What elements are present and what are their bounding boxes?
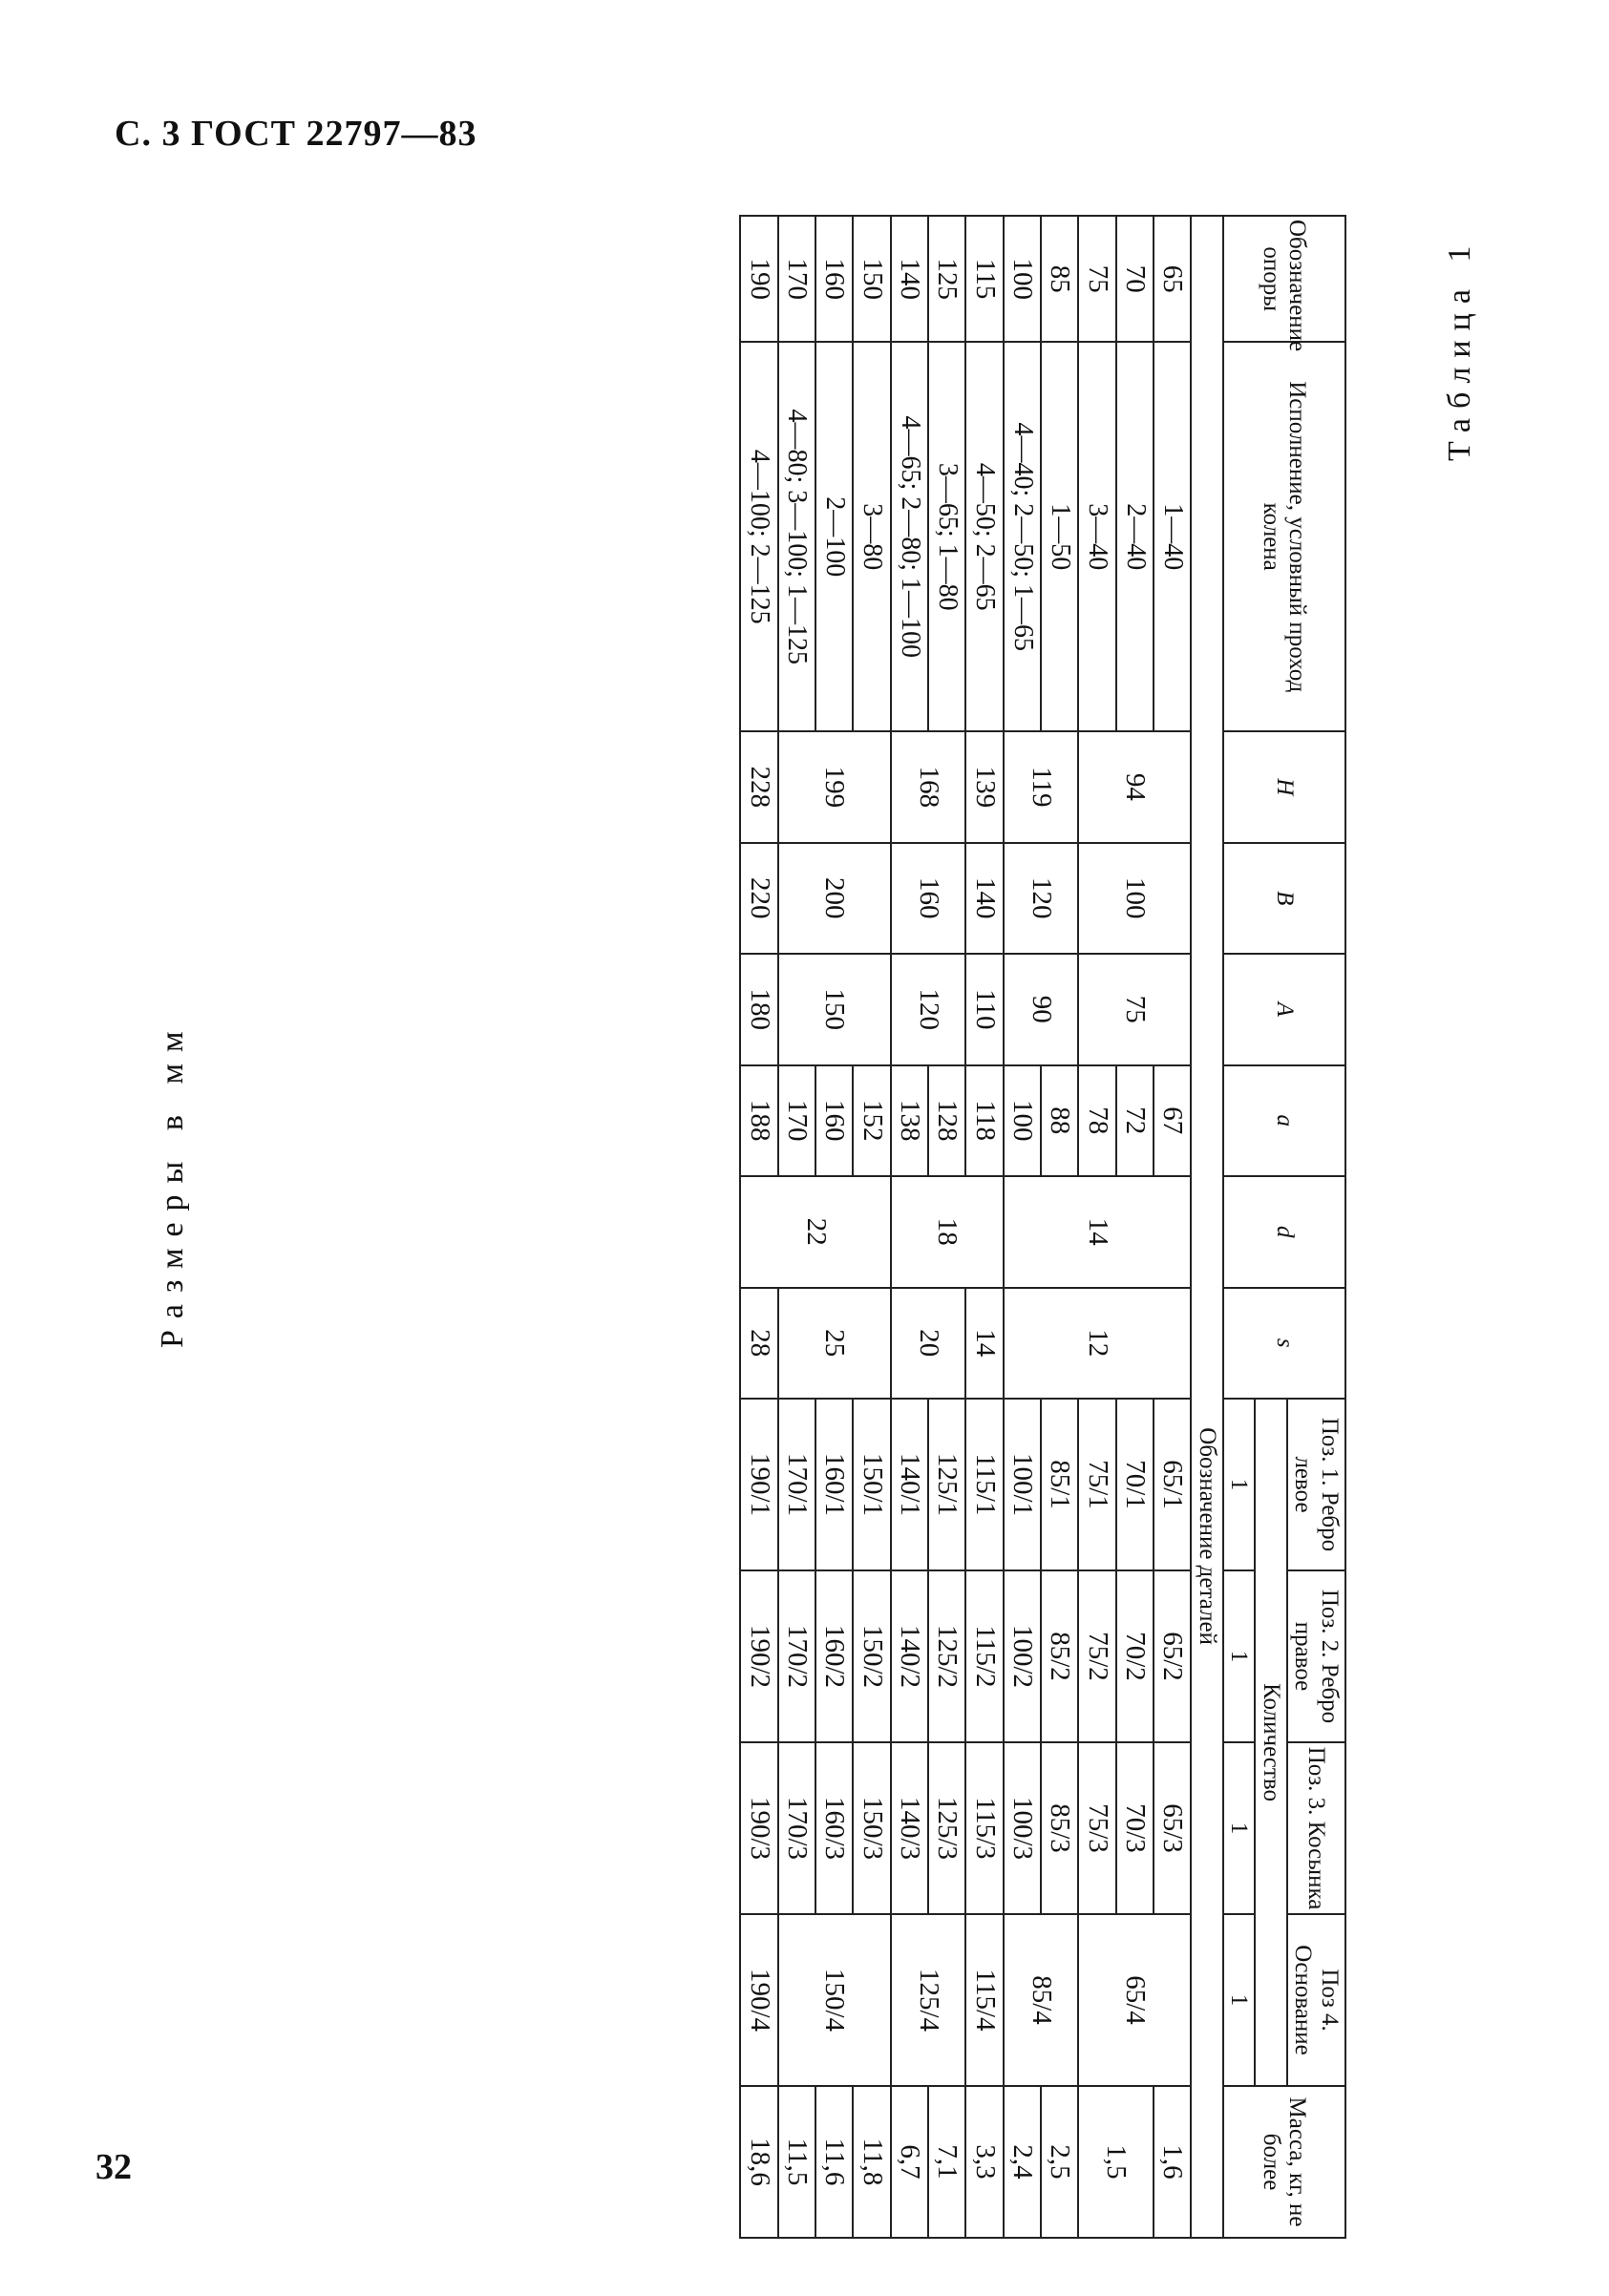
mass-cell: 7,1 (928, 2086, 965, 2238)
rotated-table-wrapper (739, 215, 1346, 2239)
A-cell: 150 (778, 954, 891, 1064)
mass-cell: 18,6 (740, 2086, 777, 2238)
execution-cell: 4—50; 2—65 (965, 342, 1003, 731)
a-cell: 67 (1154, 1065, 1191, 1176)
pos3-cell: 115/3 (965, 1742, 1003, 1914)
designation-cell: 75 (1078, 216, 1115, 342)
a-cell: 128 (928, 1065, 965, 1176)
table-row (965, 216, 1003, 2238)
a-cell: 72 (1116, 1065, 1154, 1176)
A-cell: 120 (891, 954, 966, 1064)
H-cell: 139 (965, 731, 1003, 842)
header-A: A (1223, 954, 1345, 1064)
pos1-cell: 115/1 (965, 1399, 1003, 1570)
pos1-cell: 190/1 (740, 1399, 777, 1570)
pos4-cell: 150/4 (778, 1914, 891, 2086)
designation-cell: 85 (1041, 216, 1078, 342)
d-cell: 14 (1004, 1176, 1192, 1287)
a-cell: 118 (965, 1065, 1003, 1176)
pos3-cell: 85/3 (1041, 1742, 1078, 1914)
header-quantity (1256, 1399, 1288, 2086)
pos2-cell: 85/2 (1041, 1570, 1078, 1742)
B-cell: 160 (891, 843, 966, 954)
mass-cell: 11,5 (778, 2086, 815, 2238)
pos4-cell: 65/4 (1078, 1914, 1191, 2086)
execution-cell: 2—40 (1116, 342, 1154, 731)
H-cell: 228 (740, 731, 777, 842)
pos3-cell: 125/3 (928, 1742, 965, 1914)
header-pos2: Поз. 2. Ребро правое (1287, 1570, 1345, 1742)
s-cell: 12 (1004, 1288, 1192, 1399)
pos1-cell: 125/1 (928, 1399, 965, 1570)
a-cell: 78 (1078, 1065, 1115, 1176)
pos3-cell: 100/3 (1004, 1742, 1041, 1914)
pos1-cell: 65/1 (1154, 1399, 1191, 1570)
header-a: a (1223, 1065, 1345, 1176)
pos2-cell: 125/2 (928, 1570, 965, 1742)
pos3-cell: 65/3 (1154, 1742, 1191, 1914)
pos1-cell: 100/1 (1004, 1399, 1041, 1570)
a-cell: 88 (1041, 1065, 1078, 1176)
mass-cell: 11,6 (815, 2086, 853, 2238)
pos1-cell: 140/1 (891, 1399, 928, 1570)
execution-cell: 4—100; 2—125 (740, 342, 777, 731)
pos3-cell: 160/3 (815, 1742, 853, 1914)
d-cell: 18 (891, 1176, 1004, 1287)
pos2-cell: 70/2 (1116, 1570, 1154, 1742)
header-pos4: Поз 4. Основание (1287, 1914, 1345, 2086)
mass-cell: 6,7 (891, 2086, 928, 2238)
s-cell: 20 (891, 1288, 966, 1399)
pos1-cell: 170/1 (778, 1399, 815, 1570)
H-cell: 168 (891, 731, 966, 842)
H-cell: 119 (1004, 731, 1079, 842)
s-cell: 14 (965, 1288, 1003, 1399)
table-title: Таблица 1 (1442, 236, 1477, 461)
header-d: d (1223, 1176, 1345, 1287)
pos2-cell: 190/2 (740, 1570, 777, 1742)
header-pos3: Поз. 3. Косынка (1287, 1742, 1345, 1914)
table-row (853, 216, 890, 2238)
B-cell: 140 (965, 843, 1003, 954)
s-cell: 28 (740, 1288, 777, 1399)
A-cell: 75 (1078, 954, 1191, 1064)
B-cell: 100 (1078, 843, 1191, 954)
header-row-4 (1192, 216, 1224, 2238)
pos1-cell: 75/1 (1078, 1399, 1115, 1570)
a-cell: 188 (740, 1065, 777, 1176)
mass-cell: 2,5 (1041, 2086, 1078, 2238)
A-cell: 90 (1004, 954, 1079, 1064)
designation-cell: 125 (928, 216, 965, 342)
pos4-cell: 190/4 (740, 1914, 777, 2086)
pos3-cell: 150/3 (853, 1742, 890, 1914)
execution-cell: 3—40 (1078, 342, 1115, 731)
a-cell: 160 (815, 1065, 853, 1176)
header-qty1: 1 (1223, 1399, 1256, 1570)
units-label: Размеры в мм (155, 1020, 190, 1348)
pos3-cell: 70/3 (1116, 1742, 1154, 1914)
designation-cell: 190 (740, 216, 777, 342)
header-qty4: 1 (1223, 1914, 1256, 2086)
page-number: 32 (95, 2147, 132, 2187)
B-cell: 120 (1004, 843, 1079, 954)
pos2-cell: 100/2 (1004, 1570, 1041, 1742)
pos2-cell: 170/2 (778, 1570, 815, 1742)
designation-cell: 150 (853, 216, 890, 342)
header-s: s (1223, 1288, 1345, 1399)
execution-cell: 3—65; 1—80 (928, 342, 965, 731)
header-qty3: 1 (1223, 1742, 1256, 1914)
execution-cell: 2—100 (815, 342, 853, 731)
pos2-cell: 140/2 (891, 1570, 928, 1742)
execution-cell: 3—80 (853, 342, 890, 731)
designation-cell: 140 (891, 216, 928, 342)
a-cell: 138 (891, 1065, 928, 1176)
header-designation: Обозначение опоры (1223, 216, 1345, 342)
designation-cell: 70 (1116, 216, 1154, 342)
execution-cell: 4—80; 3—100; 1—125 (778, 342, 815, 731)
B-cell: 200 (778, 843, 891, 954)
a-cell: 100 (1004, 1065, 1041, 1176)
execution-cell: 4—65; 2—80; 1—100 (891, 342, 928, 731)
d-cell: 22 (740, 1176, 890, 1287)
mass-cell: 1,6 (1154, 2086, 1191, 2238)
pos4-cell: 115/4 (965, 1914, 1003, 2086)
a-cell: 152 (853, 1065, 890, 1176)
mass-cell: 2,4 (1004, 2086, 1041, 2238)
pos3-cell: 170/3 (778, 1742, 815, 1914)
designation-cell: 115 (965, 216, 1003, 342)
spec-table (739, 215, 1346, 2239)
pos2-cell: 160/2 (815, 1570, 853, 1742)
page-header: С. 3 ГОСТ 22797—83 (115, 114, 477, 154)
header-pos1: Поз. 1. Ребро левое (1287, 1399, 1345, 1570)
designation-cell: 170 (778, 216, 815, 342)
quantity-label: Количество (1259, 1683, 1284, 1801)
pos4-cell: 85/4 (1004, 1914, 1079, 2086)
A-cell: 110 (965, 954, 1003, 1064)
execution-cell: 1—40 (1154, 342, 1191, 731)
execution-cell: 1—50 (1041, 342, 1078, 731)
pos2-cell: 75/2 (1078, 1570, 1115, 1742)
pos1-cell: 85/1 (1041, 1399, 1078, 1570)
pos1-cell: 160/1 (815, 1399, 853, 1570)
header-mass: Масса, кг, не более (1223, 2086, 1345, 2238)
designation-cell: 100 (1004, 216, 1041, 342)
pos1-cell: 70/1 (1116, 1399, 1154, 1570)
pos2-cell: 65/2 (1154, 1570, 1191, 1742)
pos3-cell: 190/3 (740, 1742, 777, 1914)
header-B: B (1223, 843, 1345, 954)
header-qty2: 1 (1223, 1570, 1256, 1742)
execution-cell: 4—40; 2—50; 1—65 (1004, 342, 1041, 731)
pos2-cell: 150/2 (853, 1570, 890, 1742)
header-H: H (1223, 731, 1345, 842)
mass-cell: 3,3 (965, 2086, 1003, 2238)
pos3-cell: 140/3 (891, 1742, 928, 1914)
pos3-cell: 75/3 (1078, 1742, 1115, 1914)
header-execution: Исполнение, условный проход колена (1223, 342, 1345, 731)
table-row (1154, 216, 1191, 2238)
H-cell: 199 (778, 731, 891, 842)
s-cell: 25 (778, 1288, 891, 1399)
header-row-1 (1287, 216, 1345, 2238)
pos4-cell: 125/4 (891, 1914, 966, 2086)
B-cell: 220 (740, 843, 777, 954)
designation-cell: 160 (815, 216, 853, 342)
mass-cell: 11,8 (853, 2086, 890, 2238)
header-parts-designation: Обозначение деталей (1192, 216, 1224, 2238)
mass-cell: 1,5 (1078, 2086, 1154, 2238)
designation-cell: 65 (1154, 216, 1191, 342)
H-cell: 94 (1078, 731, 1191, 842)
pos1-cell: 150/1 (853, 1399, 890, 1570)
a-cell: 170 (778, 1065, 815, 1176)
pos2-cell: 115/2 (965, 1570, 1003, 1742)
A-cell: 180 (740, 954, 777, 1064)
